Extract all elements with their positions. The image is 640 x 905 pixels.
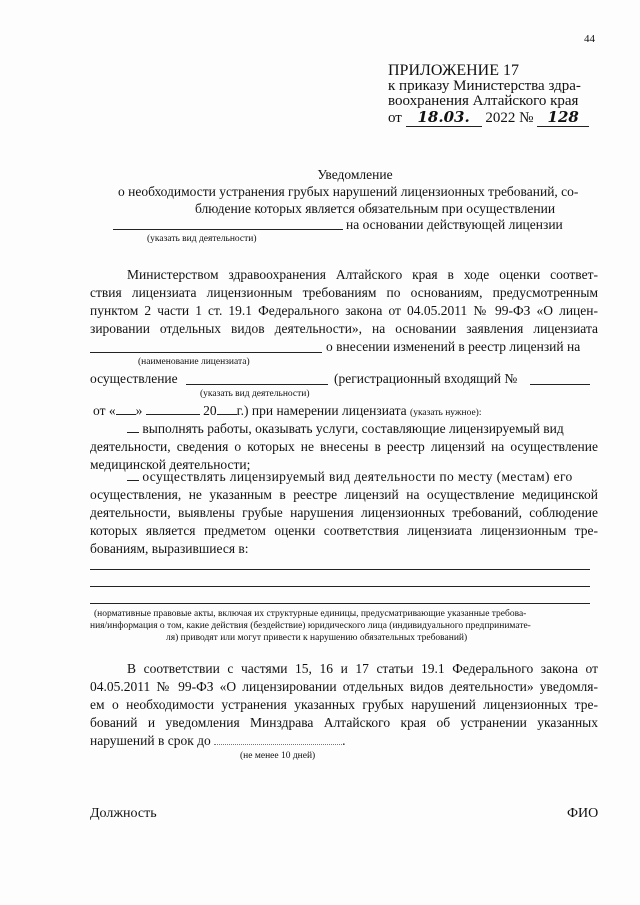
day-blank[interactable] <box>116 414 136 415</box>
hint-term: (не менее 10 дней) <box>240 751 316 761</box>
note-line-1: (нормативные правовые акты, включая их структурные единицы, предусматривающие указанные требова- <box>94 609 527 619</box>
activity-blank-line[interactable] <box>113 229 343 230</box>
note-line-3: ля) приводят или могут привести к нарушению обязательных требований) <box>166 633 468 643</box>
violation-line-3[interactable] <box>90 603 590 604</box>
notice-heading-line-3: на основании действующей лицензии <box>346 217 563 232</box>
month-blank[interactable] <box>146 414 200 415</box>
p1-line-1: Министерством здравоохранения Алтайского края в ходе оценки соответ- <box>127 267 598 282</box>
option-1-line-1: выполнять работы, оказывать услуги, составляющие лицензируемый вид <box>127 420 564 438</box>
p1-line-7 <box>93 402 481 420</box>
date-quote: » <box>135 403 143 418</box>
p1-line-6-prefix: осуществление <box>90 371 178 386</box>
p1-line-5: о внесении изменений в реестр лицензий на <box>326 339 581 354</box>
licensee-blank-line[interactable] <box>90 352 322 353</box>
appendix-title: ПРИЛОЖЕНИЕ 17 <box>388 62 520 79</box>
deadline-blank[interactable] <box>214 744 342 745</box>
reg-number-blank-line[interactable] <box>530 384 590 385</box>
option-2-line-5: бованиям, выразившиеся в: <box>90 541 249 556</box>
activity2-blank-line[interactable] <box>186 384 328 385</box>
appendix-line-2: воохранения Алтайского края <box>388 93 579 109</box>
note-line-2: ния/информация о том, какие действия (бездействие) юридического лица (индивидуального предпринимате- <box>90 621 531 631</box>
hint-activity-2: (указать вид деятельности) <box>200 389 310 399</box>
notice-heading-line-1: о необходимости устранения грубых нарушений лицензионных требований, со- <box>118 184 579 199</box>
hint-activity: (указать вид деятельности) <box>147 234 257 244</box>
violation-line-2[interactable] <box>90 586 590 587</box>
p1-line-6-mid: (регистрационный входящий № <box>334 371 518 386</box>
hint-choose: (указать нужное): <box>410 408 482 418</box>
option-2-line-3: деятельности, выявлены грубые нарушения лицензионных требований, соблюдение <box>90 505 598 520</box>
date-from: от « <box>93 403 116 418</box>
p1-line-7-rest: г.) при намерении лицензиата <box>236 403 407 418</box>
option-2-line-1: осуществлять лицензируемый вид деятельности по месту (местам) его <box>127 468 598 486</box>
option-1-line-3: медицинской деятельности; <box>90 457 251 472</box>
p1-line-4: зировании отдельных видов деятельности», на основании заявления лицензиата <box>90 321 598 336</box>
option-2-line-2: осуществления, не указанным в реестре лицензий на осуществление медицинской <box>90 487 598 502</box>
option-2-checkbox[interactable] <box>127 480 139 481</box>
appendix-year: 2022 № <box>485 110 534 126</box>
closing-line-4: бований и уведомления Минздрава Алтайского края об устранении указанных <box>90 715 598 730</box>
year-blank[interactable] <box>217 414 237 415</box>
signer-position: Должность <box>90 806 157 821</box>
violation-line-1[interactable] <box>90 569 590 570</box>
notice-heading-line-2: блюдение которых является обязательным при осуществлении <box>195 201 556 216</box>
option-1-checkbox[interactable] <box>127 432 139 433</box>
signer-name: ФИО <box>567 806 599 821</box>
appendix-date-signature: 18.03. <box>406 108 482 127</box>
appendix-line-1: к приказу Министерства здра- <box>388 78 581 94</box>
p1-line-2: ствия лицензиата лицензионным требованиям по основаниям, предусмотренным <box>90 285 598 300</box>
option-1-line-2: деятельности, сведения о которых не внесены в реестр лицензий на осуществление <box>90 439 598 454</box>
appendix-number-signature: 128 <box>537 108 589 127</box>
closing-line-5: нарушений в срок до . <box>90 733 346 748</box>
notice-title: Уведомление <box>317 167 393 182</box>
option-2-line-4: которых является предметом оценки соответствия лицензиата лицензионным тре- <box>90 523 598 538</box>
appendix-date-line <box>388 108 589 127</box>
p1-line-3: пунктом 2 части 1 ст. 19.1 Федерального закона от 04.05.2011 № 99-ФЗ «О лицен- <box>90 303 598 318</box>
appendix-from: от <box>388 110 402 126</box>
closing-line-3: ем о необходимости устранения указанных грубых нарушений лицензионных тре- <box>90 697 598 712</box>
closing-line-2: 04.05.2011 № 99-ФЗ «О лицензировании отдельных видов деятельности» уведомля- <box>90 679 598 694</box>
closing-line-1: В соответствии с частями 15, 16 и 17 статьи 19.1 Федерального закона от <box>127 661 598 676</box>
page-number: 44 <box>584 33 595 45</box>
year-prefix: 20 <box>203 403 217 418</box>
hint-licensee: (наименование лицензиата) <box>138 357 250 367</box>
